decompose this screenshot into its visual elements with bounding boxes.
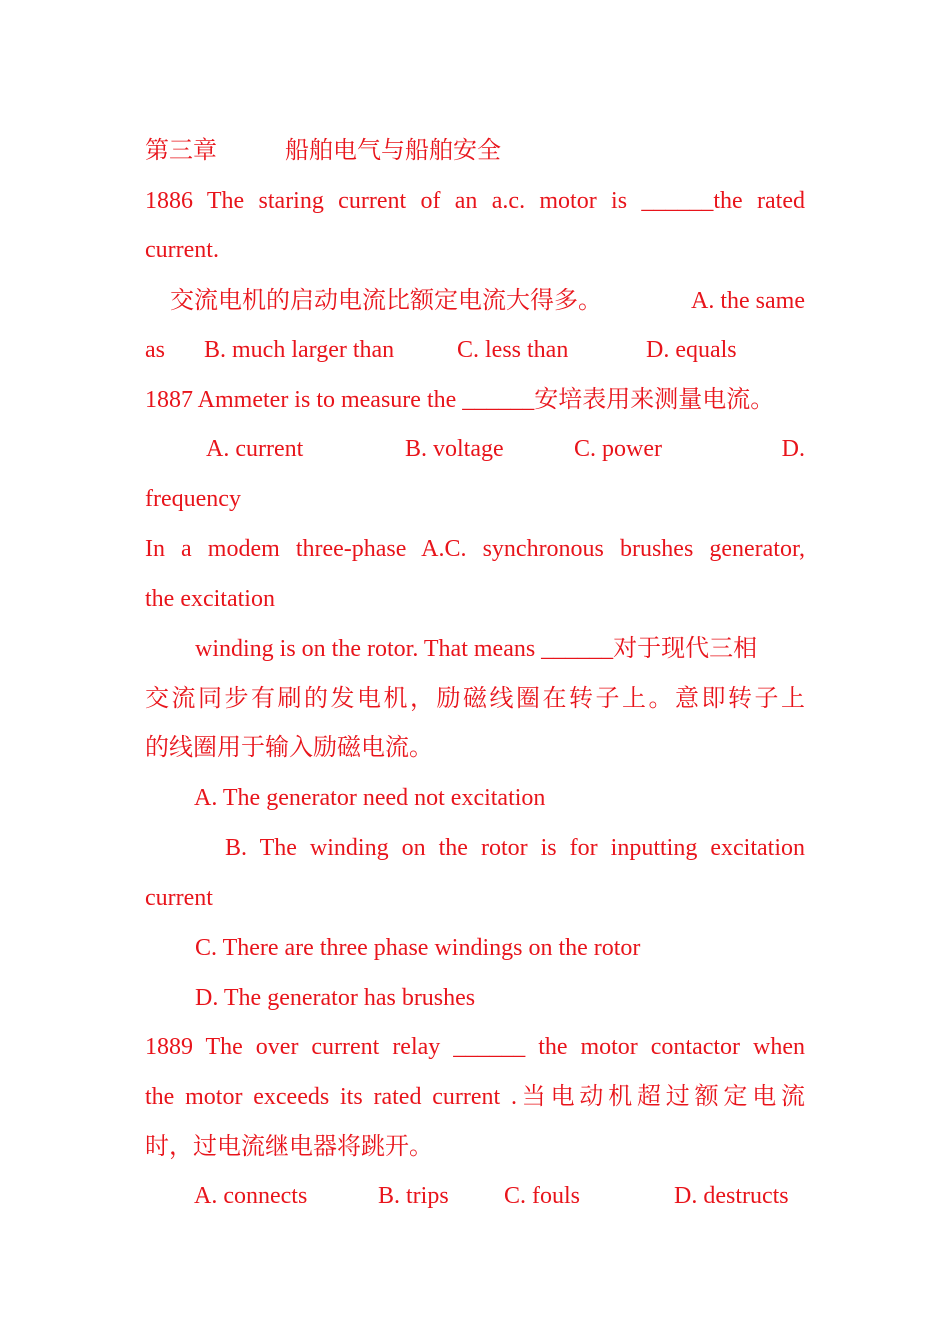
qgen-option-d: D. The generator has brushes — [195, 985, 476, 1011]
q1887-option-b: B. voltage — [405, 436, 504, 462]
q1889-line3: 时，过电流继电器将跳开。 — [145, 1134, 433, 1160]
q1886-line1: 1886 The staring current of an a.c. motor is ______the rated — [145, 188, 805, 214]
qgen-option-b-end: current — [145, 885, 213, 911]
qgen-option-b: B. The winding on the rotor is for inputting excitation — [225, 835, 805, 861]
chapter-number: 第三章 — [145, 138, 217, 164]
qgen-option-c: C. There are three phase windings on the rotor — [195, 935, 641, 961]
chapter-heading — [145, 136, 805, 166]
q1889-option-d: D. destructs — [674, 1183, 789, 1209]
qgen-line3-text: winding is on the rotor. That means ______对于现代三相 — [195, 636, 758, 662]
q1886-option-a-end: as — [145, 337, 165, 363]
q1889-option-a: A. connects — [194, 1183, 308, 1209]
q1887-option-d-end: frequency — [145, 486, 241, 512]
qgen-line4: 交流同步有刷的发电机，励磁线圈在转子上。意即转子上 — [145, 686, 805, 712]
q1886-option-c: C. less than — [457, 337, 569, 363]
q1889-line2: the motor exceeds its rated current .当电动机超过额定电流 — [145, 1084, 805, 1110]
q1886-option-d: D. equals — [646, 337, 737, 363]
qgen-option-a: A. The generator need not excitation — [194, 785, 546, 811]
q1887-option-c: C. power — [574, 436, 662, 462]
q1886-option-b: B. much larger than — [204, 337, 395, 363]
q1886-option-a-start: A. the same — [691, 288, 805, 314]
q1887-option-d-start: D. — [781, 436, 805, 462]
qgen-line5: 的线圈用于输入励磁电流。 — [145, 735, 433, 761]
q1889-option-c: C. fouls — [504, 1183, 581, 1209]
q1886-line2: current. — [145, 237, 219, 263]
chapter-title: 船舶电气与船舶安全 — [285, 138, 501, 164]
q1887-option-a: A. current — [206, 436, 304, 462]
qgen-line2: the excitation — [145, 586, 275, 612]
q1886-translation: 交流电机的启动电流比额定电流大得多。 — [170, 288, 602, 314]
q1889-line1: 1889 The over current relay ______ the motor contactor when — [145, 1034, 805, 1060]
q1887-line1: 1887 Ammeter is to measure the ______安培表用来测量电流。 — [145, 387, 775, 413]
qgen-line1: In a modem three-phase A.C. synchronous brushes generator, — [145, 536, 805, 562]
q1889-option-b: B. trips — [378, 1183, 449, 1209]
